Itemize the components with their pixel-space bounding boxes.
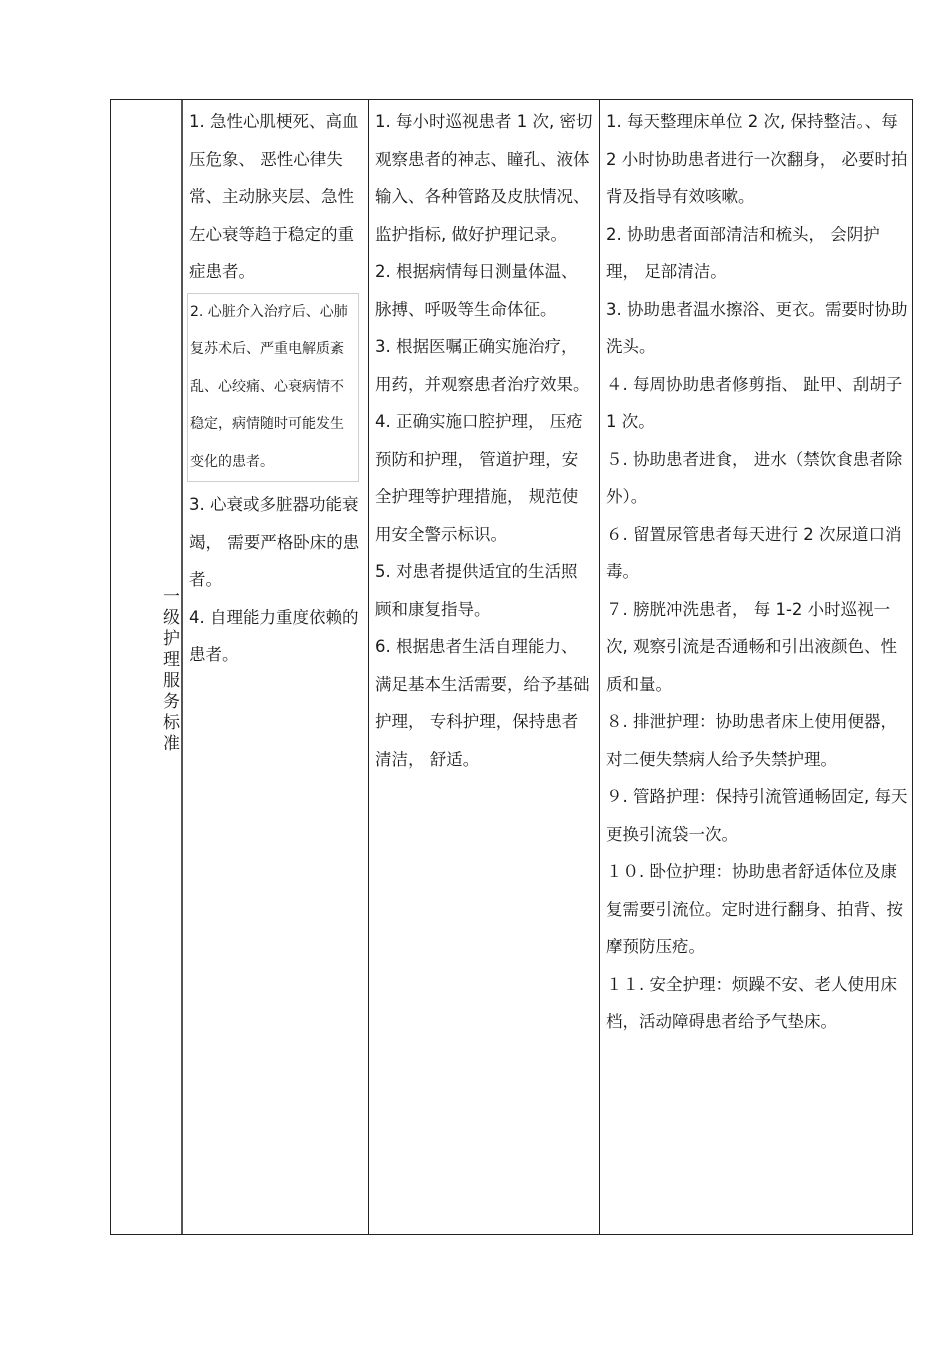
requirement-item-5: 5. 对患者提供适宜的生活照顾和康复指导。 — [375, 562, 578, 619]
service-item-3: 3. 协助患者温水擦浴、更衣。需要时协助洗头。 — [606, 299, 908, 356]
requirement-item-6: 6. 根据患者生活自理能力、满足基本生活需要，给予基础护理， 专科护理，保持患者清洁， 舒适。 — [375, 637, 590, 769]
category-column — [111, 100, 183, 1234]
nursing-requirements-column — [369, 100, 600, 1234]
service-content-column — [600, 100, 914, 1234]
service-item-11: １１. 安全护理：烦躁不安、老人使用床档，活动障碍患者给予气垫床。 — [606, 974, 897, 1031]
requirement-item-4: 4. 正确实施口腔护理， 压疮预防和护理， 管道护理，安全护理等护理措施， 规范使用安全警示标识。 — [375, 412, 583, 544]
service-item-1: 1. 每天整理床单位 2 次, 保持整洁。、每 2 小时协助患者进行一次翻身， 必要时拍背及指导有效咳嗽。 — [606, 112, 908, 206]
nursing-standard-table — [110, 99, 913, 1235]
requirement-item-1: 1. 每小时巡视患者 1 次, 密切观察患者的神志、瞳孔、液体输入、各种管路及皮肤情况、监护指标, 做好护理记录。 — [375, 112, 593, 244]
service-item-5: ５. 协助患者进食， 进水（禁饮食患者除外）。 — [606, 449, 903, 506]
criteria-item-4: 4. 自理能力重度依赖的患者。 — [189, 607, 359, 664]
requirement-item-2: 2. 根据病情每日测量体温、脉搏、呼吸等生命体征。 — [375, 262, 578, 319]
requirement-item-3: 3. 根据医嘱正确实施治疗，用药，并观察患者治疗效果。 — [375, 337, 590, 394]
criteria-item-3: 3. 心衰或多脏器功能衰竭， 需要严格卧床的患者。 — [189, 495, 360, 589]
service-item-8: ８. 排泄护理：协助患者床上使用便器， 对二便失禁病人给予失禁护理。 — [606, 712, 897, 769]
service-item-6: ６. 留置尿管患者每天进行 2 次尿道口消毒。 — [606, 524, 902, 581]
criteria-item-2: 2. 心脏介入治疗后、心肺复苏术后、严重电解质紊乱、心绞痛、心衰病情不稳定，病情随时可能发生变化的患者。 — [190, 303, 348, 470]
criteria-item-1: 1. 急性心肌梗死、高血压危象、 恶性心律失常、主动脉夹层、急性左心衰等趋于稳定的重症患者。 — [189, 112, 359, 281]
criteria-item-2-box — [187, 293, 359, 483]
service-item-10: １０. 卧位护理：协助患者舒适体位及康复需要引流位。定时进行翻身、拍背、按摩预防压疮。 — [606, 862, 903, 956]
service-item-7: ７. 膀胱冲洗患者， 每 1-2 小时巡视一次, 观察引流是否通畅和引出液颜色、性质和量。 — [606, 599, 897, 694]
patient-criteria-column — [183, 100, 369, 1234]
service-item-2: 2. 协助患者面部清洁和梳头， 会阴护理， 足部清洁。 — [606, 224, 880, 281]
service-item-9: ９. 管路护理：保持引流管通畅固定, 每天更换引流袋一次。 — [606, 787, 908, 844]
service-item-4: ４. 每周协助患者修剪指、 趾甲、刮胡子 1 次。 — [606, 374, 903, 431]
category-label: 一级护理服务标准 — [159, 587, 179, 755]
